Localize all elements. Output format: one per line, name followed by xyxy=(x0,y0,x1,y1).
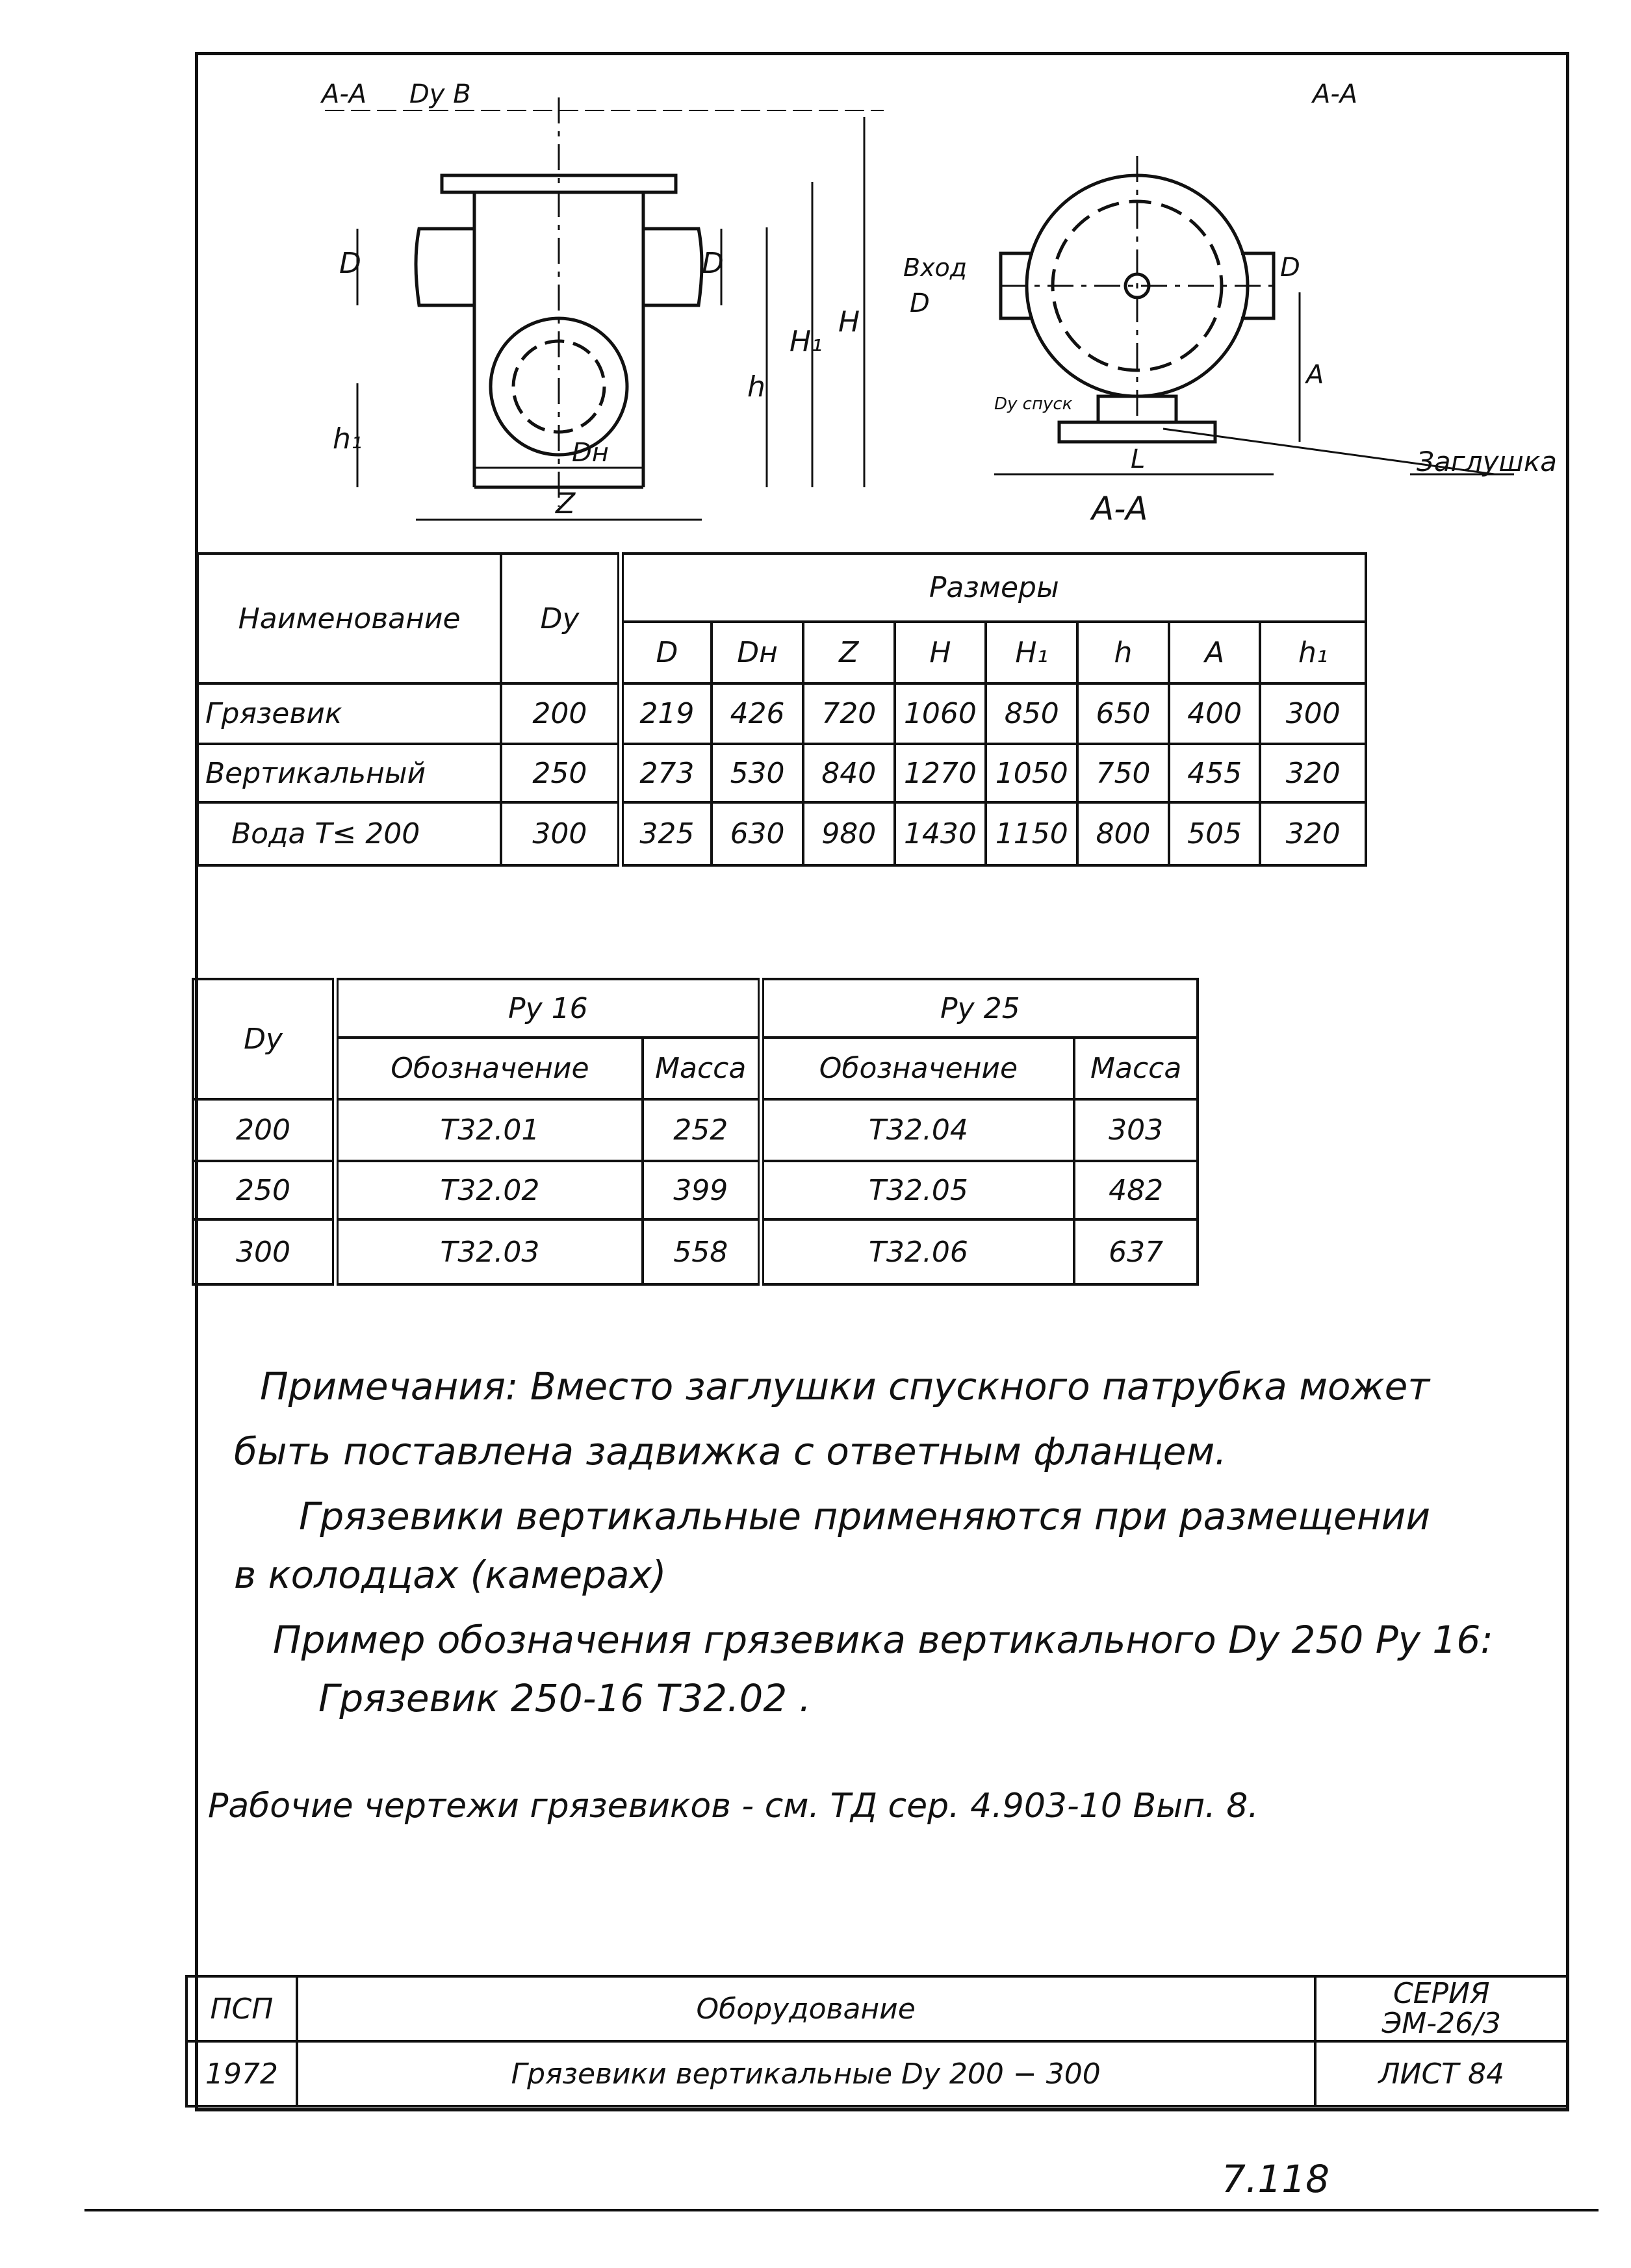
cell: 840 xyxy=(803,744,895,802)
table-row xyxy=(198,744,1366,802)
note-line-7: Рабочие чертежи грязевиков - см. ТД сер. 4.903-10 Вып. 8. xyxy=(208,1787,1259,1826)
row-dy: 250 xyxy=(193,1161,335,1219)
dim-d-left: D xyxy=(339,247,361,280)
cell: 303 xyxy=(1074,1099,1198,1161)
cell: 320 xyxy=(1260,744,1366,802)
bottom-rule xyxy=(84,2209,1599,2211)
col-dy-header: Dу xyxy=(501,554,620,683)
cell: 399 xyxy=(643,1161,761,1219)
note-line-2: быть поставлена задвижка с ответным фланцем. xyxy=(234,1429,1227,1473)
cell: 252 xyxy=(643,1099,761,1161)
designation-table xyxy=(192,978,1199,1286)
row-dy: 300 xyxy=(501,802,620,865)
cell: 530 xyxy=(712,744,803,802)
mass-header-25: Масса xyxy=(1074,1038,1198,1099)
dim-dy-drain: Dу спуск xyxy=(994,394,1073,414)
dim-header-h: H xyxy=(895,622,986,683)
designation-header-25: Обозначение xyxy=(761,1038,1075,1099)
dim-header-z: Z xyxy=(803,622,895,683)
py16-header: Pу 16 xyxy=(335,979,761,1038)
stamp-series-cell xyxy=(1315,1976,1568,2041)
dim-h: h xyxy=(747,370,765,403)
dim-dy-b: Dу B xyxy=(409,79,471,109)
dim-l: L xyxy=(1131,444,1146,474)
row-dy: 200 xyxy=(501,683,620,744)
table-row xyxy=(198,683,1366,744)
cell: 630 xyxy=(712,802,803,865)
dim-z: Z xyxy=(556,487,576,520)
row-dy: 250 xyxy=(501,744,620,802)
table-row xyxy=(193,1161,1198,1219)
section-mark-left: A-A xyxy=(322,79,367,109)
note-line-4: в колодцах (камерах) xyxy=(234,1553,667,1597)
dim-header-d: D xyxy=(621,622,712,683)
stamp-title-2: Грязевики вертикальные Dу 200 − 300 xyxy=(297,2041,1315,2106)
technical-drawing xyxy=(195,58,1569,552)
cell: 720 xyxy=(803,683,895,744)
cell: 320 xyxy=(1260,802,1366,865)
table-row xyxy=(198,802,1366,865)
cell: 455 xyxy=(1169,744,1261,802)
stamp-series: ЭМ-26/3 xyxy=(1381,2007,1501,2040)
designation-header-16: Обозначение xyxy=(335,1038,643,1099)
cell: 1050 xyxy=(986,744,1077,802)
cell: T32.02 xyxy=(335,1161,643,1219)
dim-header-h-small: h xyxy=(1077,622,1169,683)
cell: 750 xyxy=(1077,744,1169,802)
stamp-org: ПСП xyxy=(186,1976,297,2041)
cell: 1270 xyxy=(895,744,986,802)
label-inlet: Вход xyxy=(903,253,968,282)
cell: T32.01 xyxy=(335,1099,643,1161)
py25-header: Pу 25 xyxy=(761,979,1198,1038)
cell: T32.03 xyxy=(335,1219,643,1284)
section-mark-right: A-A xyxy=(1313,79,1358,109)
cell: 505 xyxy=(1169,802,1261,865)
col-dy-header: Dу xyxy=(193,979,335,1099)
note-line-1: Примечания: Вместо заглушки спускного патрубка может xyxy=(260,1364,1430,1408)
table-row xyxy=(193,1099,1198,1161)
note-line-6: Грязевик 250-16 T32.02 . xyxy=(318,1676,812,1720)
cell: T32.05 xyxy=(761,1161,1075,1219)
sizes-group-header: Размеры xyxy=(621,554,1366,622)
cell: 980 xyxy=(803,802,895,865)
dim-dn: Dн xyxy=(572,438,609,468)
cell: T32.06 xyxy=(761,1219,1075,1284)
mass-header-16: Масса xyxy=(643,1038,761,1099)
cell: 482 xyxy=(1074,1161,1198,1219)
dim-h1-upper: H₁ xyxy=(790,325,823,358)
stamp-series-label: СЕРИЯ xyxy=(1393,1976,1490,2010)
dimensions-table xyxy=(196,552,1367,867)
dim-a: A xyxy=(1306,360,1324,390)
section-title: A-A xyxy=(1092,490,1148,528)
cell: 558 xyxy=(643,1219,761,1284)
cell: 637 xyxy=(1074,1219,1198,1284)
cell: 273 xyxy=(621,744,712,802)
cell: T32.04 xyxy=(761,1099,1075,1161)
table-row xyxy=(193,1219,1198,1284)
cell: 300 xyxy=(1260,683,1366,744)
row-dy: 300 xyxy=(193,1219,335,1284)
dim-h1-lower: h₁ xyxy=(333,422,363,455)
stamp-year: 1972 xyxy=(186,2041,297,2106)
cell: 400 xyxy=(1169,683,1261,744)
row-dy: 200 xyxy=(193,1099,335,1161)
dim-header-a: A xyxy=(1169,622,1261,683)
dim-outlet-d: D xyxy=(1280,253,1300,283)
cell: 325 xyxy=(621,802,712,865)
note-line-5: Пример обозначения грязевика вертикального Dу 250 Pу 16: xyxy=(273,1618,1493,1662)
plug-label: Заглушка xyxy=(1417,446,1557,478)
cell: 1060 xyxy=(895,683,986,744)
dim-h-total: H xyxy=(838,305,860,338)
dim-header-h1: H₁ xyxy=(986,622,1077,683)
cell: 850 xyxy=(986,683,1077,744)
dim-inlet-d: D xyxy=(910,288,930,318)
cell: 800 xyxy=(1077,802,1169,865)
col-name-header: Наименование xyxy=(198,554,501,683)
stamp-sheet: ЛИСТ 84 xyxy=(1315,2041,1568,2106)
cell: 219 xyxy=(621,683,712,744)
title-block xyxy=(185,1975,1569,2108)
dim-header-dn: Dн xyxy=(712,622,803,683)
dim-header-h1-small: h₁ xyxy=(1260,622,1366,683)
dim-d-right: D xyxy=(702,247,724,280)
cell: 426 xyxy=(712,683,803,744)
cell: 650 xyxy=(1077,683,1169,744)
stamp-title-1: Оборудование xyxy=(297,1976,1315,2041)
row-name: Вода T≤ 200 xyxy=(198,802,501,865)
row-name: Грязевик xyxy=(198,683,501,744)
row-name: Вертикальный xyxy=(198,744,501,802)
cell: 1150 xyxy=(986,802,1077,865)
cell: 1430 xyxy=(895,802,986,865)
page-number: 7.118 xyxy=(1222,2157,1330,2201)
note-line-3: Грязевики вертикальные применяются при размещении xyxy=(299,1494,1431,1538)
